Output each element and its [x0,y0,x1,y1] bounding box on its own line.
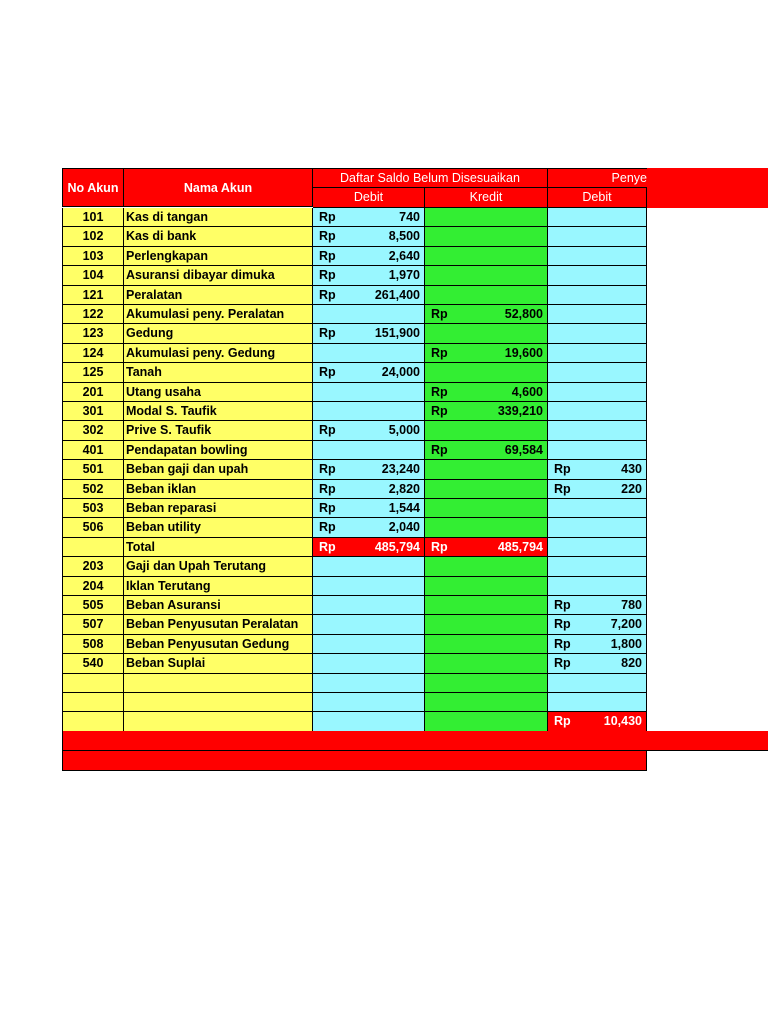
kredit-cell[interactable] [425,363,548,383]
debit-cell[interactable] [313,441,425,460]
account-number-cell[interactable] [62,693,124,712]
adjustment-debit-cell[interactable] [548,305,647,324]
account-name-cell[interactable]: Gedung [124,324,313,344]
account-name-cell[interactable]: Beban Penyusutan Gedung [124,635,313,654]
kredit-cell[interactable] [425,460,548,480]
debit-cell[interactable] [313,712,425,732]
account-name-cell[interactable]: Beban Asuransi [124,596,313,615]
kredit-cell[interactable] [425,324,548,344]
debit-cell[interactable] [313,615,425,635]
kredit-cell[interactable] [425,596,548,615]
currency-label: Rp [554,482,571,496]
account-name-cell[interactable]: Beban Penyusutan Peralatan [124,615,313,635]
kredit-cell[interactable] [425,266,548,286]
amount-value: 2,040 [388,520,420,534]
account-name-cell[interactable]: Akumulasi peny. Peralatan [124,305,313,324]
kredit-cell[interactable] [425,615,548,635]
account-number-cell[interactable]: 540 [62,654,124,674]
header-daftar-saldo[interactable]: Daftar Saldo Belum Disesuaikan [313,168,548,188]
account-number-cell[interactable]: 101 [62,208,124,227]
amount-value: 485,794 [374,540,420,554]
kredit-cell[interactable] [425,305,548,324]
kredit-cell[interactable] [425,383,548,402]
amount-value: 52,800 [504,307,543,321]
kredit-cell[interactable] [425,693,548,712]
kredit-cell[interactable] [425,247,548,266]
account-name-cell[interactable]: Beban reparasi [124,499,313,518]
account-name-cell[interactable]: Beban gaji dan upah [124,460,313,480]
account-name-cell[interactable]: Pendapatan bowling [124,441,313,460]
amount-value: 24,000 [381,365,420,379]
adjustment-debit-cell[interactable] [548,499,647,518]
currency-label: Rp [319,365,336,379]
footer-band-2 [62,751,647,771]
amount-value: 485,794 [497,540,543,554]
currency-label: Rp [554,656,571,670]
debit-cell[interactable] [313,596,425,615]
amount-value: 780 [621,598,642,612]
header-overflow-band [647,168,768,208]
debit-cell[interactable] [313,305,425,324]
amount-value: 740 [399,210,420,224]
kredit-cell[interactable] [425,577,548,596]
adjustment-debit-cell[interactable] [548,518,647,538]
adjustment-debit-cell[interactable] [548,441,647,460]
account-name-cell[interactable]: Beban Suplai [124,654,313,674]
amount-value: 339,210 [497,404,543,418]
debit-cell[interactable] [313,421,425,441]
account-name-cell[interactable]: Kas di bank [124,227,313,247]
amount-value: 1,970 [388,268,420,282]
currency-label: Rp [554,462,571,476]
amount-value: 19,600 [504,346,543,360]
kredit-cell[interactable] [425,499,548,518]
account-name-cell[interactable]: Iklan Terutang [124,577,313,596]
account-number-cell[interactable]: 508 [62,635,124,654]
kredit-cell[interactable] [425,480,548,499]
account-number-cell[interactable]: 122 [62,305,124,324]
adjustment-debit-cell[interactable] [548,596,647,615]
account-number-cell[interactable]: 201 [62,383,124,402]
debit-cell[interactable] [313,247,425,266]
amount-value: 261,400 [374,288,420,302]
adjustment-debit-cell[interactable] [548,402,647,421]
debit-cell[interactable] [313,518,425,538]
currency-label: Rp [319,249,336,263]
debit-cell[interactable] [313,635,425,654]
debit-cell[interactable] [313,324,425,344]
account-name-cell[interactable]: Utang usaha [124,383,313,402]
amount-value: 7,200 [610,617,642,631]
account-number-cell[interactable]: 203 [62,557,124,577]
currency-label: Rp [554,637,571,651]
account-name-cell[interactable]: Perlengkapan [124,247,313,266]
amount-value: 820 [621,656,642,670]
adjustment-debit-cell[interactable] [548,208,647,227]
amount-value: 151,900 [374,326,420,340]
debit-cell[interactable] [313,480,425,499]
account-number-cell[interactable]: 301 [62,402,124,421]
kredit-cell[interactable] [425,635,548,654]
kredit-cell[interactable] [425,421,548,441]
amount-value: 1,544 [388,501,420,515]
currency-label: Rp [319,326,336,340]
header-kredit[interactable]: Kredit [425,188,548,208]
account-number-cell[interactable]: 503 [62,499,124,518]
kredit-cell[interactable] [425,654,548,674]
debit-cell[interactable] [313,557,425,577]
account-number-cell[interactable]: 505 [62,596,124,615]
account-name-cell[interactable] [124,712,313,732]
adjustment-debit-cell[interactable] [548,577,647,596]
account-number-cell[interactable]: 125 [62,363,124,383]
adjustment-debit-cell[interactable] [548,654,647,674]
header-adj-debit[interactable]: Debit [548,188,647,208]
debit-cell[interactable] [313,499,425,518]
account-number-cell[interactable]: 124 [62,344,124,363]
adjustment-debit-cell[interactable] [548,247,647,266]
currency-label: Rp [554,598,571,612]
account-number-cell[interactable]: 121 [62,286,124,305]
amount-value: 1,800 [610,637,642,651]
debit-cell[interactable] [313,654,425,674]
footer-band-1 [62,731,768,751]
kredit-cell[interactable] [425,557,548,577]
account-name-cell[interactable]: Kas di tangan [124,208,313,227]
kredit-cell[interactable] [425,208,548,227]
account-name-cell[interactable]: Tanah [124,363,313,383]
currency-label: Rp [319,288,336,302]
currency-label: Rp [319,423,336,437]
currency-label: Rp [319,520,336,534]
account-name-cell[interactable]: Akumulasi peny. Gedung [124,344,313,363]
currency-label: Rp [319,540,336,554]
adjustment-debit-cell[interactable] [548,227,647,247]
account-name-cell[interactable] [124,674,313,693]
currency-label: Rp [431,540,448,554]
adjustment-debit-cell[interactable] [548,538,647,557]
adjustment-debit-cell[interactable] [548,324,647,344]
amount-value: 4,600 [511,385,543,399]
account-number-cell[interactable]: 103 [62,247,124,266]
adjustment-debit-cell[interactable] [548,383,647,402]
kredit-cell[interactable] [425,518,548,538]
amount-value: 10,430 [603,714,642,728]
debit-cell[interactable] [313,286,425,305]
debit-cell[interactable] [313,538,425,557]
account-number-cell[interactable]: 204 [62,577,124,596]
account-number-cell[interactable]: 401 [62,441,124,460]
currency-label: Rp [431,346,448,360]
debit-cell[interactable] [313,266,425,286]
account-name-cell[interactable]: Peralatan [124,286,313,305]
account-number-cell[interactable] [62,674,124,693]
adjustment-debit-cell[interactable] [548,615,647,635]
amount-value: 69,584 [504,443,543,457]
currency-label: Rp [554,617,571,631]
currency-label: Rp [319,268,336,282]
adjustment-debit-cell[interactable] [548,421,647,441]
debit-cell[interactable] [313,208,425,227]
debit-cell[interactable] [313,402,425,421]
currency-label: Rp [319,229,336,243]
account-number-cell[interactable]: 102 [62,227,124,247]
amount-value: 8,500 [388,229,420,243]
currency-label: Rp [431,404,448,418]
adjustment-debit-cell[interactable] [548,557,647,577]
account-name-cell[interactable]: Beban utility [124,518,313,538]
amount-value: 430 [621,462,642,476]
kredit-cell[interactable] [425,227,548,247]
debit-cell[interactable] [313,693,425,712]
account-number-cell[interactable]: 302 [62,421,124,441]
debit-cell[interactable] [313,344,425,363]
account-number-cell[interactable]: 123 [62,324,124,344]
kredit-cell[interactable] [425,344,548,363]
debit-cell[interactable] [313,460,425,480]
currency-label: Rp [319,501,336,515]
account-number-cell[interactable] [62,538,124,557]
account-name-cell[interactable]: Prive S. Taufik [124,421,313,441]
account-name-cell[interactable]: Beban iklan [124,480,313,499]
amount-value: 220 [621,482,642,496]
currency-label: Rp [431,307,448,321]
currency-label: Rp [319,482,336,496]
adjustment-debit-cell[interactable] [548,344,647,363]
adjustment-debit-cell[interactable] [548,363,647,383]
currency-label: Rp [319,462,336,476]
kredit-cell[interactable] [425,674,548,693]
adjustment-debit-cell[interactable] [548,266,647,286]
account-number-cell[interactable]: 104 [62,266,124,286]
currency-label: Rp [431,385,448,399]
debit-cell[interactable] [313,674,425,693]
adjustment-debit-cell[interactable] [548,635,647,654]
account-number-cell[interactable]: 502 [62,480,124,499]
adjustment-debit-cell[interactable] [548,480,647,499]
kredit-cell[interactable] [425,286,548,305]
debit-cell[interactable] [313,383,425,402]
amount-value: 2,640 [388,249,420,263]
header-no-akun[interactable]: No Akun [62,168,124,207]
account-name-cell[interactable]: Gaji dan Upah Terutang [124,557,313,577]
debit-cell[interactable] [313,227,425,247]
debit-cell[interactable] [313,363,425,383]
amount-value: 2,820 [388,482,420,496]
currency-label: Rp [319,210,336,224]
account-name-cell[interactable] [124,693,313,712]
currency-label: Rp [554,714,571,728]
debit-cell[interactable] [313,577,425,596]
amount-value: 23,240 [381,462,420,476]
adjustment-debit-cell[interactable] [548,712,647,732]
account-name-cell[interactable]: Asuransi dibayar dimuka [124,266,313,286]
kredit-cell[interactable] [425,538,548,557]
kredit-cell[interactable] [425,441,548,460]
header-nama-akun[interactable]: Nama Akun [124,168,313,207]
account-number-cell[interactable] [62,712,124,732]
account-name-cell[interactable]: Modal S. Taufik [124,402,313,421]
account-number-cell[interactable]: 506 [62,518,124,538]
header-penyesuaian[interactable]: Penye [548,168,647,188]
header-debit[interactable]: Debit [313,188,425,208]
kredit-cell[interactable] [425,402,548,421]
account-number-cell[interactable]: 501 [62,460,124,480]
currency-label: Rp [431,443,448,457]
amount-value: 5,000 [388,423,420,437]
adjustment-debit-cell[interactable] [548,460,647,480]
kredit-cell[interactable] [425,712,548,732]
account-name-cell[interactable]: Total [124,538,313,557]
adjustment-debit-cell[interactable] [548,674,647,693]
adjustment-debit-cell[interactable] [548,693,647,712]
adjustment-debit-cell[interactable] [548,286,647,305]
account-number-cell[interactable]: 507 [62,615,124,635]
